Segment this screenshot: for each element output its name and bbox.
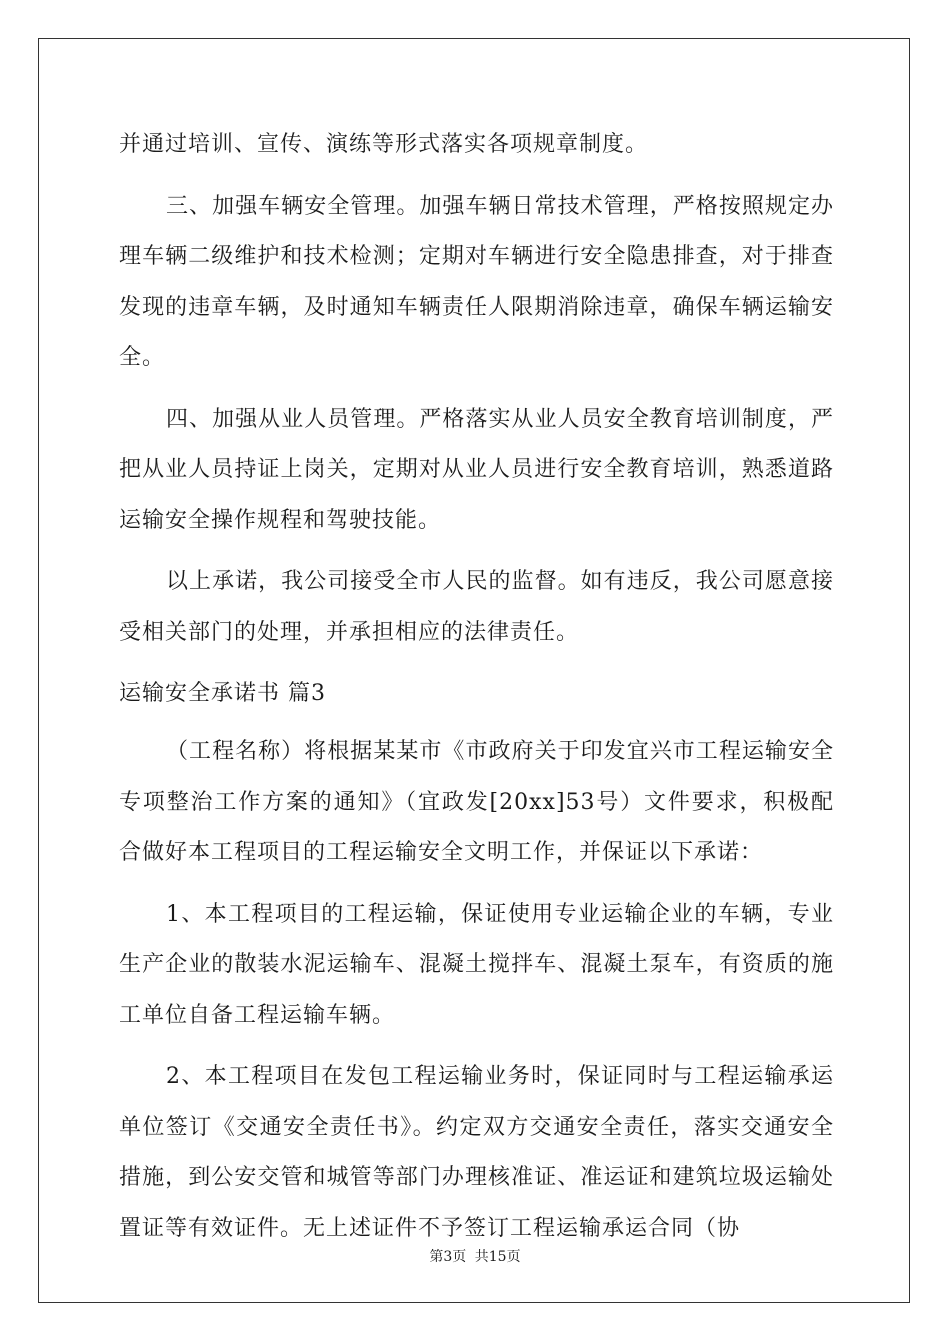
page-total: 共15页 — [474, 1249, 521, 1265]
paragraph: （工程名称）将根据某某市《市政府关于印发宜兴市工程运输安全专项整治工作方案的通知》（宜政发[20xx]53号）文件要求，积极配合做好本工程项目的工程运输安全文明工作，并保证以下承诺： — [119, 739, 834, 865]
section-heading: 运输安全承诺书 篇3 — [119, 681, 326, 706]
paragraph: 以上承诺，我公司接受全市人民的监督。如有违反，我公司愿意接受相关部门的处理，并承担相应的法律责任。 — [119, 569, 834, 645]
paragraph: 四、加强从业人员管理。严格落实从业人员安全教育培训制度，严把从业人员持证上岗关，定期对从业人员进行安全教育培训，熟悉道路运输安全操作规程和驾驶技能。 — [119, 406, 834, 533]
paragraph: 1、本工程项目的工程运输，保证使用专业运输企业的车辆，专业生产企业的散装水泥运输车、混凝土搅拌车、混凝土泵车，有资质的施工单位自备工程运输车辆。 — [119, 901, 834, 1028]
paragraph: 三、加强车辆安全管理。加强车辆日常技术管理，严格按照规定办理车辆二级维护和技术检测；定期对车辆进行安全隐患排查，对于排查发现的违章车辆，及时通知车辆责任人限期消除违章，确保车辆运输安全。 — [119, 193, 834, 370]
paragraph: 2、本工程项目在发包工程运输业务时，保证同时与工程运输承运单位签订《交通安全责任书》。约定双方交通安全责任，落实交通安全措施，到公安交管和城管等部门办理核准证、准运证和建筑垃圾运输处置证等有效证件。无上述证件不予签订工程运输承运合同（协 — [119, 1064, 834, 1241]
page-footer — [0, 1246, 950, 1266]
page-number: 第3页 — [429, 1249, 467, 1265]
paragraph: 并通过培训、宣传、演练等形式落实各项规章制度。 — [119, 132, 649, 157]
document-body — [119, 120, 834, 1265]
